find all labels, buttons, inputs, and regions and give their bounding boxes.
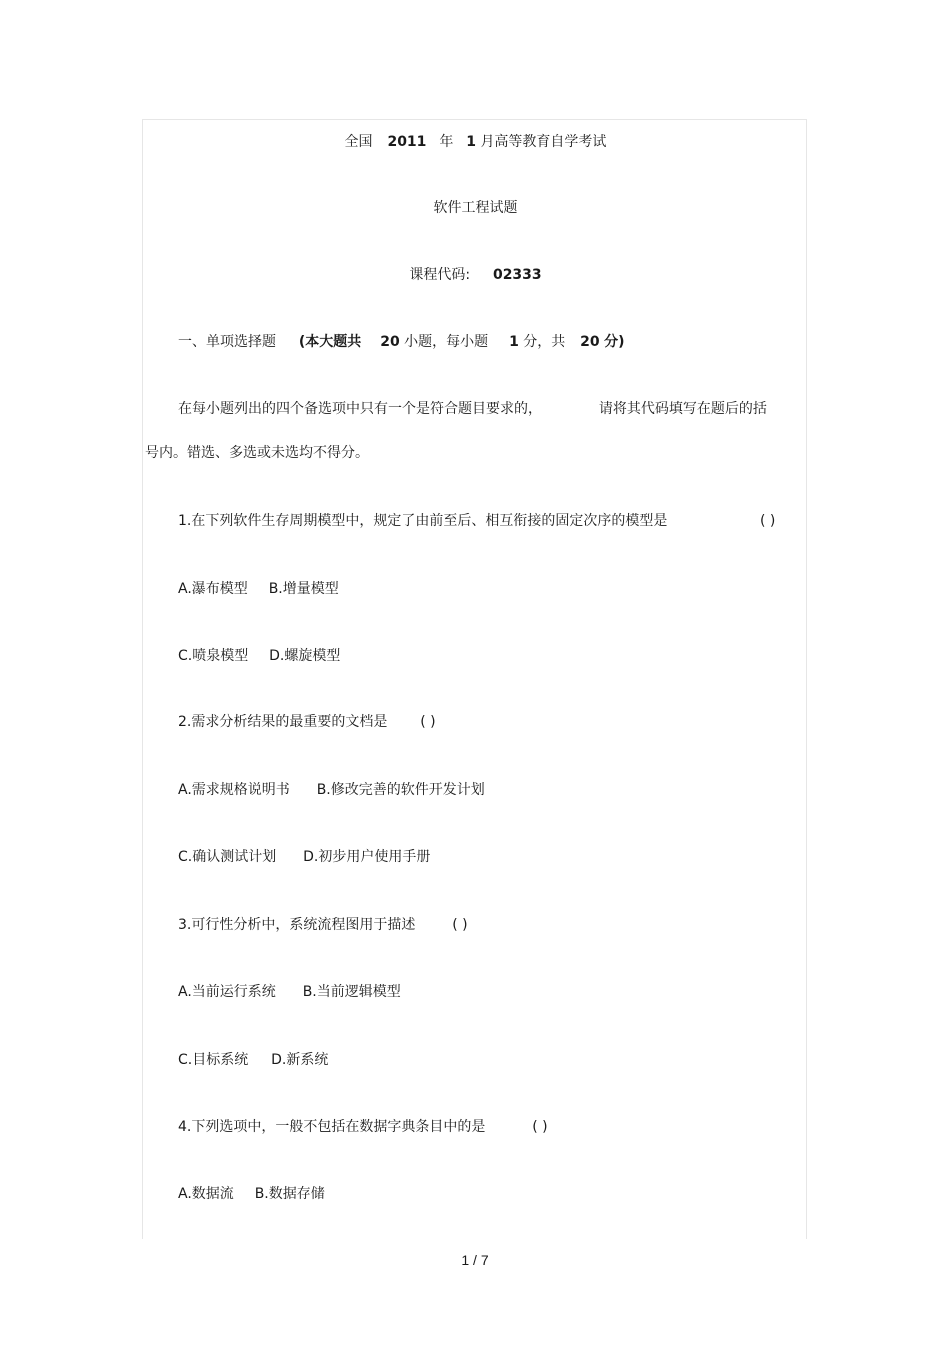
section-heading-part: 小题，每小题 xyxy=(404,334,489,350)
page-indicator: 1 / 7 xyxy=(461,1252,489,1268)
section-heading-part: 分) xyxy=(604,334,625,350)
section-heading xyxy=(178,332,625,352)
option-c: C.喷泉模型 xyxy=(178,648,249,664)
option-c: C.确认测试计划 xyxy=(178,849,277,865)
option-line xyxy=(178,1050,328,1070)
option-line xyxy=(178,847,430,867)
section-heading-title: 一、单项选择题 xyxy=(178,334,276,350)
question-text: 3.可行性分析中，系统流程图用于描述 xyxy=(178,917,416,933)
exam-subject: 软件工程试题 xyxy=(433,200,518,216)
option-line xyxy=(178,1184,325,1204)
option-c: C.目标系统 xyxy=(178,1052,249,1068)
option-d: D.新系统 xyxy=(271,1052,329,1068)
question-text: 2.需求分析结果的最重要的文档是 xyxy=(178,714,388,730)
course-code xyxy=(143,265,808,285)
section-question-count: 20 xyxy=(380,334,400,350)
title-prefix: 全国 xyxy=(344,134,373,150)
exam-title xyxy=(143,132,808,152)
option-a: A.数据流 xyxy=(178,1186,234,1202)
section-points-each: 1 xyxy=(509,334,519,350)
section-instruction xyxy=(178,399,767,419)
section-instruction-cont: 号内。错选、多选或未选均不得分。 xyxy=(145,445,369,461)
option-line xyxy=(178,646,340,666)
section-heading-part: 分，共 xyxy=(523,334,566,350)
option-b: B.数据存储 xyxy=(254,1186,325,1202)
instruction-part: 在每小题列出的四个备选项中只有一个是符合题目要求的， xyxy=(178,401,542,417)
title-year-suffix: 年 xyxy=(439,134,454,150)
answer-bracket: ( ) xyxy=(452,917,468,933)
document-page xyxy=(142,119,807,1239)
option-b: B.修改完善的软件开发计划 xyxy=(316,782,485,798)
instruction-part: 请将其代码填写在题后的括 xyxy=(598,401,767,417)
option-a: A.瀑布模型 xyxy=(178,581,248,597)
question-text: 1.在下列软件生存周期模型中，规定了由前至后、相互衔接的固定次序的模型是 xyxy=(178,513,668,529)
section-points-total: 20 xyxy=(580,334,600,350)
answer-bracket: ( ) xyxy=(760,513,776,529)
option-b: B.当前逻辑模型 xyxy=(302,984,401,1000)
section-heading-part: (本大题共 xyxy=(298,334,362,350)
question-text: 4.下列选项中，一般不包括在数据字典条目中的是 xyxy=(178,1119,486,1135)
option-b: B.增量模型 xyxy=(268,581,339,597)
title-year: 2011 xyxy=(387,134,427,150)
question-stem xyxy=(178,915,468,935)
option-line xyxy=(178,982,401,1002)
question-stem xyxy=(178,1117,548,1137)
option-d: D.初步用户使用手册 xyxy=(303,849,431,865)
option-a: A.需求规格说明书 xyxy=(178,782,290,798)
title-month: 1 xyxy=(466,134,476,150)
answer-bracket: ( ) xyxy=(420,714,436,730)
question-stem xyxy=(178,511,778,531)
option-a: A.当前运行系统 xyxy=(178,984,276,1000)
course-code-value: 02333 xyxy=(492,267,542,283)
option-d: D.螺旋模型 xyxy=(269,648,341,664)
answer-bracket: ( ) xyxy=(532,1119,548,1135)
question-stem xyxy=(178,712,436,732)
option-line xyxy=(178,579,339,599)
option-line xyxy=(178,780,485,800)
title-rest: 月高等教育自学考试 xyxy=(480,134,607,150)
course-code-label: 课程代码: xyxy=(409,267,471,283)
